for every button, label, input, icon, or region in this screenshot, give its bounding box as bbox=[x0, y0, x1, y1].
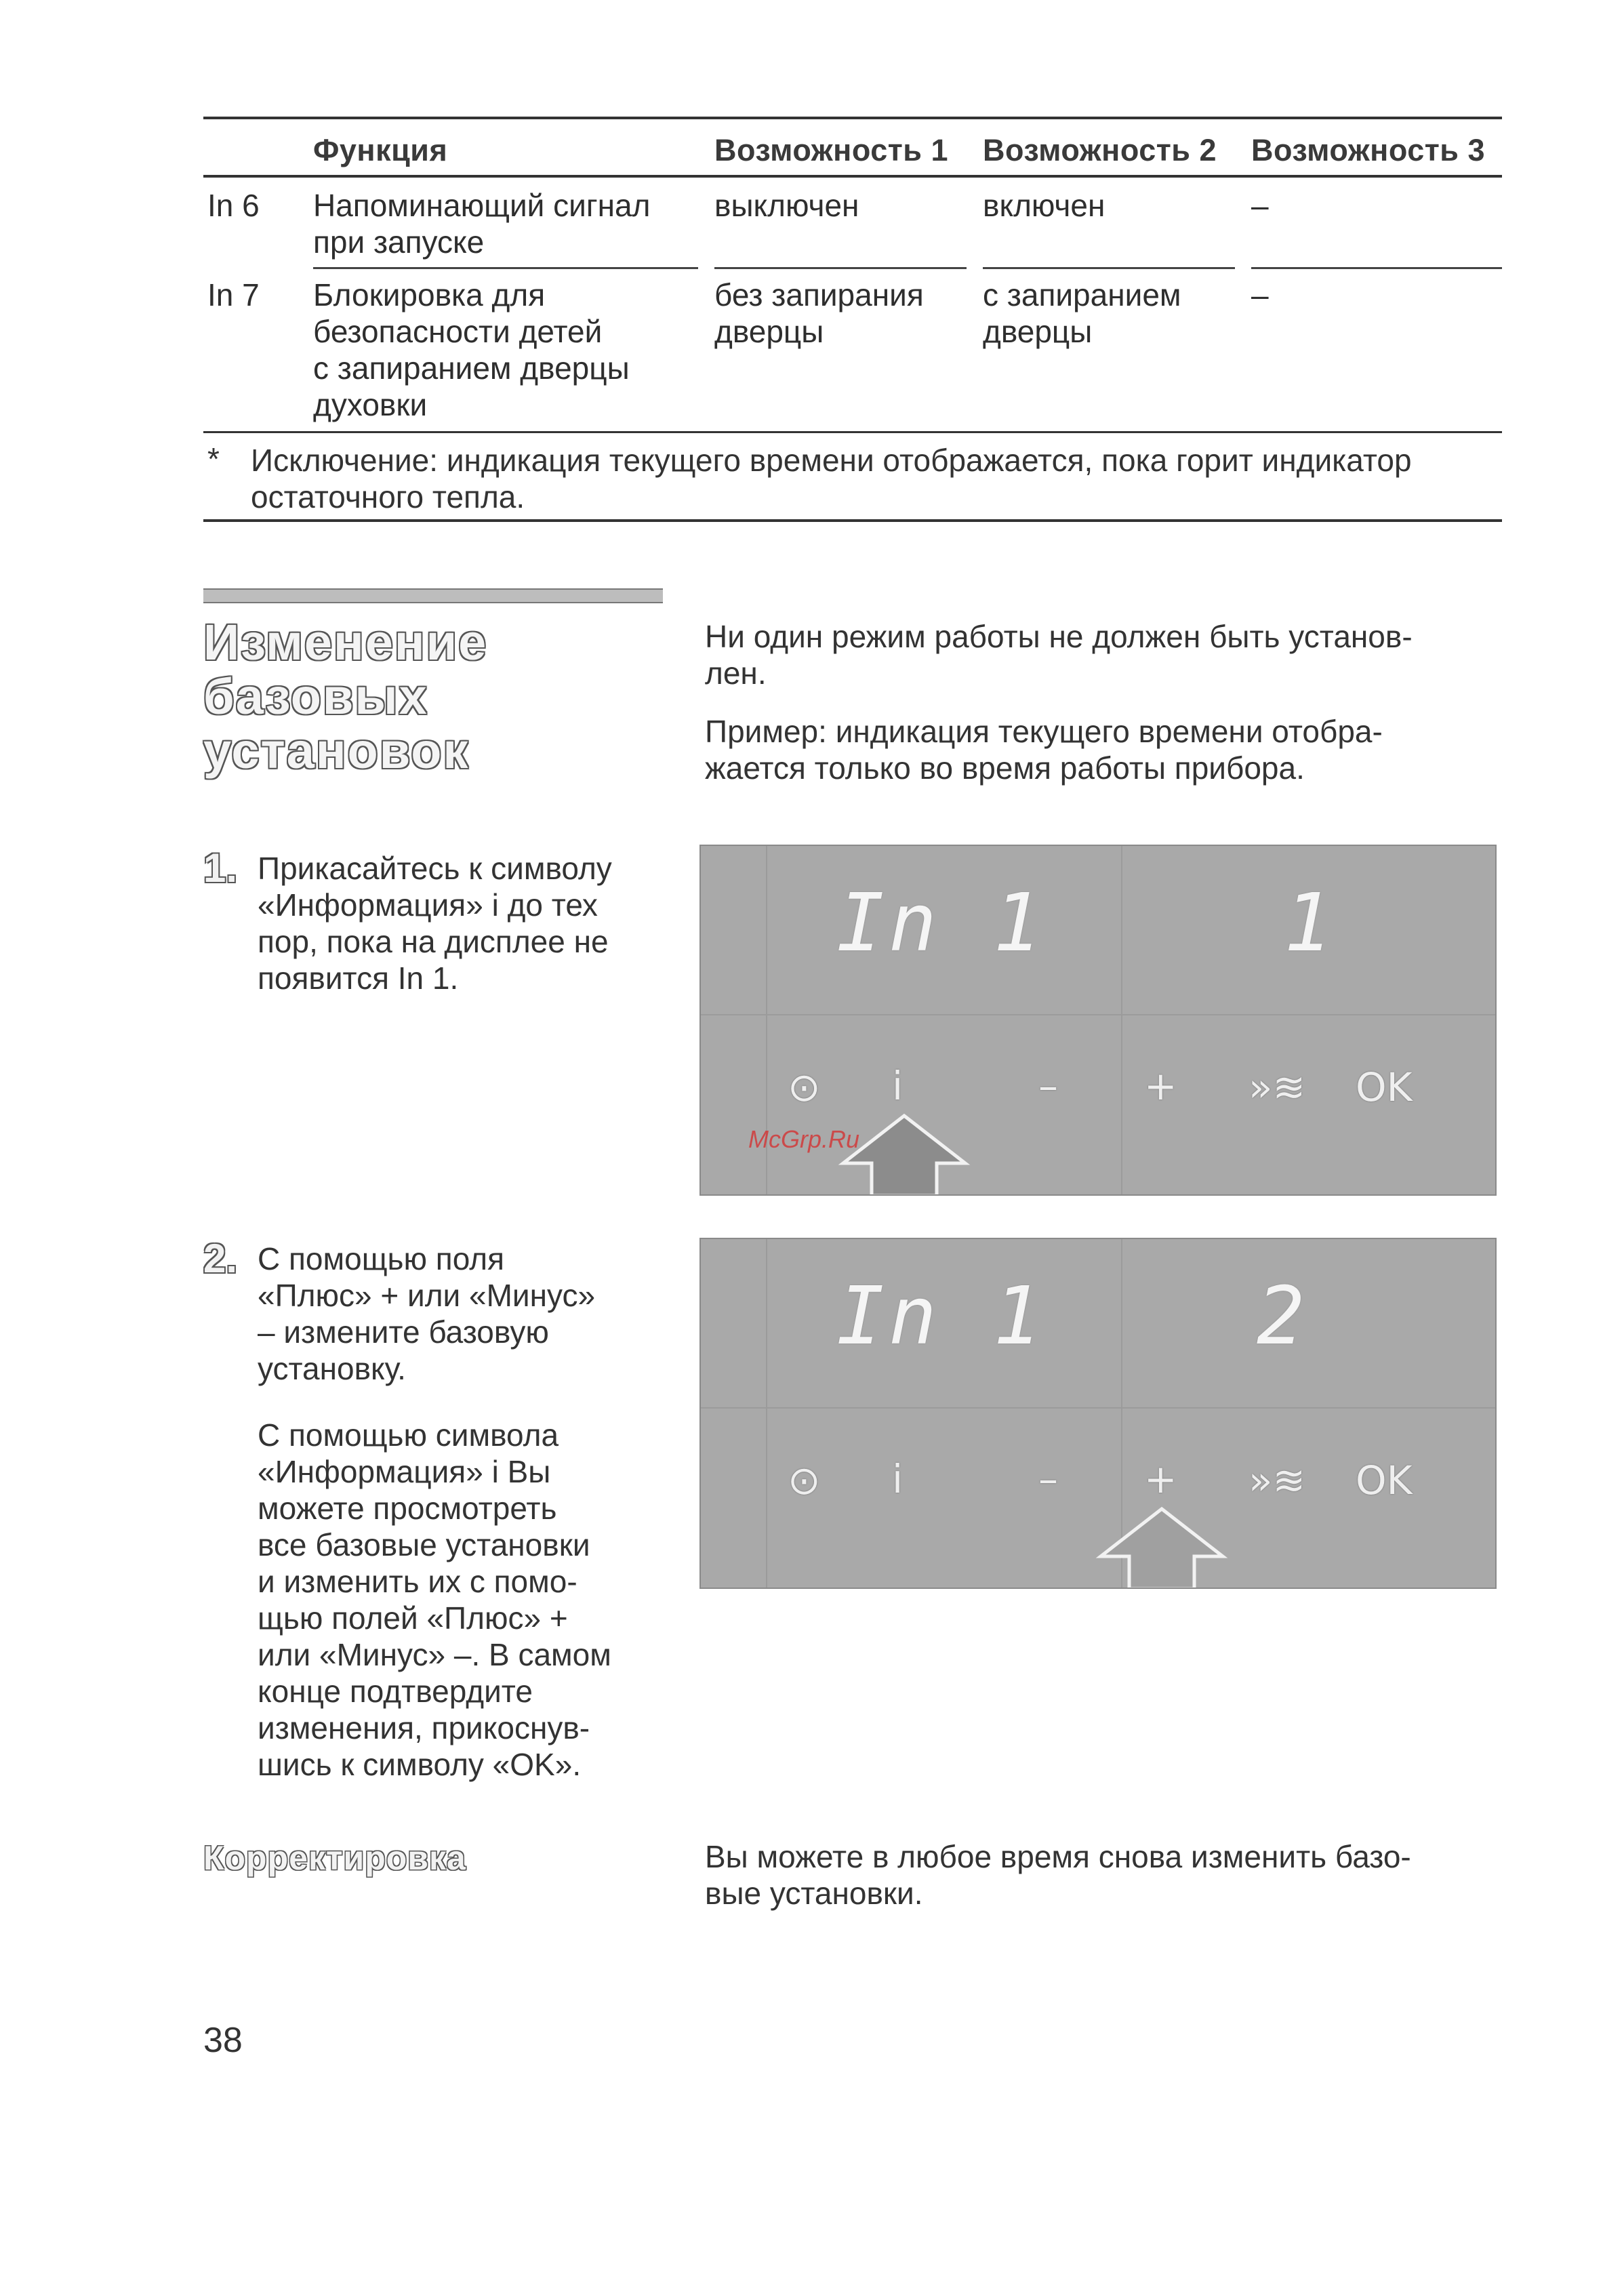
text-line: пор, пока на дисплее не bbox=[258, 924, 609, 959]
page-number: 38 bbox=[203, 2021, 243, 2060]
intro-paragraph-1 bbox=[705, 618, 1413, 691]
minus-button[interactable]: – bbox=[1038, 1456, 1058, 1502]
heading-line: базовых bbox=[203, 668, 428, 725]
text-line: – bbox=[1251, 277, 1269, 312]
panel-grid-line bbox=[701, 1014, 1495, 1015]
table-top-rule bbox=[203, 117, 1502, 119]
text-line: или «Минус» –. В самом bbox=[258, 1637, 611, 1672]
text-line: можете просмотреть bbox=[258, 1491, 557, 1526]
text-line: – измените базовую bbox=[258, 1314, 549, 1350]
text-line: жается только во время работы прибора. bbox=[705, 750, 1305, 786]
step-2-text bbox=[258, 1240, 595, 1387]
minus-button[interactable]: – bbox=[1038, 1063, 1058, 1109]
section-bar bbox=[203, 588, 663, 603]
col-header-option2: Возможность 2 bbox=[983, 133, 1217, 167]
row-in7-function bbox=[313, 277, 630, 423]
heading-line: Изменение bbox=[203, 614, 488, 670]
heat-icon[interactable]: »≋ bbox=[1249, 1064, 1306, 1110]
text-line: дверцы bbox=[714, 314, 824, 349]
row-divider bbox=[313, 267, 698, 269]
footnote-text bbox=[251, 442, 1412, 515]
info-icon[interactable]: i bbox=[892, 1063, 904, 1109]
row-code-in6: In 6 bbox=[207, 188, 260, 223]
step-2-detail bbox=[258, 1417, 611, 1783]
step-number-1: 1. bbox=[203, 845, 238, 891]
text-line: Ни один режим работы не должен быть установ- bbox=[705, 619, 1413, 654]
text-line: «Информация» i Вы bbox=[258, 1454, 551, 1489]
text-line: все базовые установки bbox=[258, 1527, 590, 1562]
col-header-option3: Возможность 3 bbox=[1251, 133, 1485, 167]
display-readout-right: 1 bbox=[1284, 876, 1337, 969]
row-divider bbox=[1251, 267, 1502, 269]
correction-text bbox=[705, 1838, 1411, 1912]
timer-icon[interactable]: ⊙ bbox=[788, 1064, 821, 1110]
section-heading bbox=[203, 615, 487, 778]
correction-heading: Корректировка bbox=[203, 1839, 466, 1877]
text-line: и изменить их с помо- bbox=[258, 1564, 577, 1599]
text-line: Исключение: индикация текущего времени отображается, пока горит индикатор bbox=[251, 443, 1412, 478]
text-line: включен bbox=[983, 188, 1105, 223]
text-line: остаточного тепла. bbox=[251, 479, 525, 514]
row-in6-option3 bbox=[1251, 187, 1269, 224]
text-line: выключен bbox=[714, 188, 859, 223]
text-line: «Плюс» + или «Минус» bbox=[258, 1278, 596, 1313]
panel-grid-line bbox=[701, 1407, 1495, 1409]
step-number-2: 2. bbox=[203, 1236, 238, 1281]
row-code-in7: In 7 bbox=[207, 277, 260, 312]
panel-grid-line bbox=[766, 1239, 767, 1588]
text-line: Пример: индикация текущего времени отобра- bbox=[705, 714, 1383, 749]
ok-button[interactable]: OK bbox=[1356, 1457, 1413, 1503]
table-bottom-rule bbox=[203, 519, 1502, 522]
text-line: конце подтвердите bbox=[258, 1674, 533, 1709]
table-footnote-rule bbox=[203, 431, 1502, 433]
display-readout-left: In 1 bbox=[836, 1269, 1046, 1362]
text-line: без запирания bbox=[714, 277, 924, 312]
col-header-option1: Возможность 1 bbox=[714, 133, 948, 167]
text-line: – bbox=[1251, 188, 1269, 223]
heading-line: установок bbox=[203, 723, 470, 779]
step-1-text bbox=[258, 850, 612, 996]
display-readout-right: 2 bbox=[1257, 1269, 1310, 1362]
text-line: шись к символу «OK». bbox=[258, 1747, 582, 1782]
display-readout-left: In 1 bbox=[836, 876, 1046, 969]
text-line: щью полей «Плюс» + bbox=[258, 1600, 568, 1636]
text-line: изменения, прикоснув- bbox=[258, 1710, 590, 1745]
text-line: установку. bbox=[258, 1351, 406, 1386]
row-divider bbox=[714, 267, 967, 269]
text-line: Вы можете в любое время снова изменить базо- bbox=[705, 1839, 1411, 1874]
text-line: вые установки. bbox=[705, 1876, 923, 1911]
table-header-rule bbox=[203, 175, 1502, 178]
text-line: безопасности детей bbox=[313, 314, 603, 349]
display-panel-2 bbox=[699, 1238, 1497, 1589]
text-line: с запиранием bbox=[983, 277, 1181, 312]
row-in7-option1 bbox=[714, 277, 924, 350]
col-header-function: Функция bbox=[313, 133, 448, 167]
row-in6-function bbox=[313, 187, 650, 260]
text-line: Напоминающий сигнал bbox=[313, 188, 651, 223]
row-in6-option1 bbox=[714, 187, 859, 224]
ok-button[interactable]: OK bbox=[1356, 1064, 1413, 1110]
plus-button[interactable]: + bbox=[1144, 1456, 1177, 1502]
text-line: С помощью поля bbox=[258, 1241, 505, 1276]
text-line: при запуске bbox=[313, 224, 485, 260]
display-panel-1 bbox=[699, 845, 1497, 1196]
panel-grid-line bbox=[1121, 846, 1122, 1194]
text-line: с запиранием дверцы bbox=[313, 350, 630, 386]
footnote-marker: * bbox=[207, 441, 220, 477]
row-in7-option3 bbox=[1251, 277, 1269, 313]
plus-button[interactable]: + bbox=[1144, 1063, 1177, 1109]
timer-icon[interactable]: ⊙ bbox=[788, 1457, 821, 1503]
row-in6-option2 bbox=[983, 187, 1105, 224]
row-divider bbox=[983, 267, 1235, 269]
text-line: Блокировка для bbox=[313, 277, 546, 312]
info-icon[interactable]: i bbox=[892, 1456, 904, 1502]
intro-paragraph-2 bbox=[705, 713, 1383, 786]
text-line: лен. bbox=[705, 655, 767, 691]
text-line: духовки bbox=[313, 387, 428, 422]
text-line: «Информация» i до тех bbox=[258, 887, 598, 923]
text-line: С помощью символа bbox=[258, 1417, 559, 1453]
pointer-arrow-icon bbox=[1094, 1503, 1230, 1589]
watermark: McGrp.Ru bbox=[748, 1125, 860, 1153]
text-line: Прикасайтесь к символу bbox=[258, 851, 612, 886]
heat-icon[interactable]: »≋ bbox=[1249, 1457, 1306, 1503]
text-line: появится In 1. bbox=[258, 961, 459, 996]
row-in7-option2 bbox=[983, 277, 1181, 350]
text-line: дверцы bbox=[983, 314, 1093, 349]
